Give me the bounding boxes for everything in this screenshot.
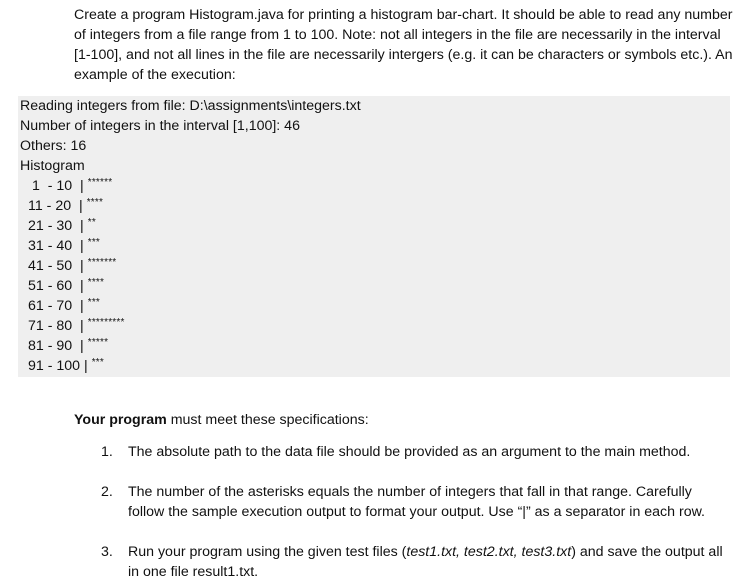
histogram-bar: *****	[87, 337, 109, 348]
histogram-range: 91 - 100 |	[28, 358, 88, 374]
histogram-row	[28, 316, 125, 336]
spec-text: The absolute path to the data file should be provided as an argument to the main method.	[128, 444, 691, 460]
count-line: Number of integers in the interval [1,100]: 46	[20, 118, 300, 134]
specs-heading-bold: Your program	[74, 412, 167, 428]
histogram-bar: ****	[87, 277, 105, 288]
histogram-range: 51 - 60 |	[28, 278, 84, 294]
spec-test-files: test1.txt, test2.txt, test3.txt	[406, 544, 572, 560]
histogram-range: 41 - 50 |	[28, 258, 84, 274]
spec-text-part: ) and save the output all in one file result1.txt.	[128, 544, 723, 580]
spec-text: The number of the asterisks equals the number of integers that fall in that range. Carefully follow the sample execution output to format your output. Use “|” as a separator in each row.	[128, 484, 706, 520]
spec-number: 3.	[101, 544, 113, 560]
histogram-heading: Histogram	[20, 158, 85, 174]
spec-item-1	[101, 442, 731, 462]
specs-heading	[74, 410, 369, 430]
histogram-bar: ***	[87, 237, 101, 248]
histogram-range: 21 - 30 |	[28, 218, 84, 234]
histogram-bar: *********	[87, 317, 125, 328]
histogram-range: 81 - 90 |	[28, 338, 84, 354]
reading-line: Reading integers from file: D:\assignments\integers.txt	[20, 98, 361, 114]
histogram-range: 71 - 80 |	[28, 318, 84, 334]
spec-number: 2.	[101, 484, 113, 500]
histogram-range: 61 - 70 |	[28, 298, 84, 314]
histogram-bar: *******	[87, 257, 117, 268]
histogram-row	[28, 216, 96, 236]
spec-item-2	[101, 482, 731, 522]
others-line: Others: 16	[20, 138, 87, 154]
histogram-range: 11 - 20 |	[28, 198, 83, 214]
specs-heading-rest: must meet these specifications:	[166, 412, 369, 428]
histogram-row	[28, 356, 104, 376]
histogram-bar: ****	[86, 197, 104, 208]
sample-output-block	[18, 96, 730, 377]
spec-item-3	[101, 542, 731, 582]
spec-text-part: Run your program using the given test files (	[128, 544, 407, 560]
histogram-range: 31 - 40 |	[28, 238, 84, 254]
histogram-range: 1 - 10 |	[28, 178, 84, 194]
intro-paragraph: Create a program Histogram.java for printing a histogram bar-chart. It should be able to read any number of integers from a file range from 1 to 100. Note: not all integers in the file are necessarily in the interval [1-100], and not all lines in the file are necessarily intergers (e.g. it can be characters or symbols etc.). An example of the execution:	[74, 7, 733, 83]
spec-text	[128, 542, 731, 582]
spec-number: 1.	[101, 444, 113, 460]
histogram-bar: ***	[91, 357, 104, 368]
histogram-bar: ******	[87, 177, 113, 188]
histogram-bar: ***	[87, 297, 101, 308]
histogram-bar: **	[87, 217, 96, 228]
